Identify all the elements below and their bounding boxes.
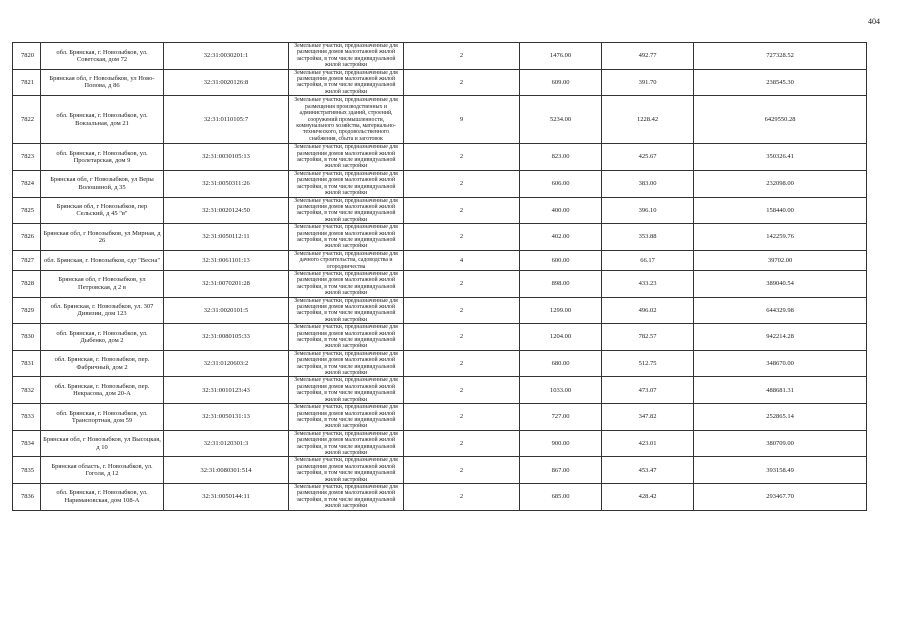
- specific-value-cell: 347.82: [602, 404, 694, 431]
- cadastral-number-cell: 32:31:0010123:43: [164, 377, 289, 404]
- address-cell: обл. Брянская, г. Новозыбков, ул. Дыбенко, дом 2: [41, 324, 164, 351]
- area-cell: 1033.00: [520, 377, 602, 404]
- cadastral-value-cell: 350326.41: [694, 144, 867, 171]
- address-cell: обл. Брянская, г. Новозыбков, ул. 307 Дивизии, дом 123: [41, 297, 164, 324]
- cadastral-value-cell: 393158.49: [694, 457, 867, 484]
- area-cell: 609.00: [520, 69, 602, 96]
- group-cell: 4: [404, 250, 520, 270]
- area-cell: 823.00: [520, 144, 602, 171]
- specific-value-cell: 66.17: [602, 250, 694, 270]
- address-cell: обл. Брянская, г. Новозыбков, ул. Наримановская, дом 108-А: [41, 483, 164, 510]
- area-cell: 400.00: [520, 197, 602, 224]
- land-use-cell: Земельные участки, предназначенные для размещения домов малоэтажной жилой застройки, в том числе индивидуальной жилой застройки: [289, 483, 404, 510]
- row-number: 7834: [13, 430, 41, 457]
- cadastral-value-cell: 348670.00: [694, 350, 867, 377]
- address-cell: обл. Брянская, г. Новозыбков, пер. Фабричный, дом 2: [41, 350, 164, 377]
- table-row: [13, 69, 867, 96]
- cadastral-value-cell: 39702.00: [694, 250, 867, 270]
- group-cell: 2: [404, 483, 520, 510]
- area-cell: 1476.00: [520, 43, 602, 70]
- table-row: [13, 350, 867, 377]
- table-row: [13, 170, 867, 197]
- row-number: 7831: [13, 350, 41, 377]
- specific-value-cell: 512.75: [602, 350, 694, 377]
- table-row: [13, 250, 867, 270]
- area-cell: 727.00: [520, 404, 602, 431]
- group-cell: 2: [404, 43, 520, 70]
- cadastral-number-cell: 32:31:0061101:13: [164, 250, 289, 270]
- area-cell: 900.00: [520, 430, 602, 457]
- area-cell: 1299.00: [520, 297, 602, 324]
- land-use-cell: Земельные участки, предназначенные для размещения домов малоэтажной жилой застройки, в том числе индивидуальной жилой застройки: [289, 43, 404, 70]
- row-number: 7822: [13, 96, 41, 144]
- specific-value-cell: 383.00: [602, 170, 694, 197]
- cadastral-number-cell: 32:31:0020126:8: [164, 69, 289, 96]
- group-cell: 2: [404, 297, 520, 324]
- address-cell: Брянская обл, г Новозыбков, ул Высоцкая, д 10: [41, 430, 164, 457]
- cadastral-value-cell: 942214.28: [694, 324, 867, 351]
- area-cell: 867.00: [520, 457, 602, 484]
- address-cell: Брянская область, г. Новозыбков, ул. Гоголя, д 12: [41, 457, 164, 484]
- group-cell: 2: [404, 170, 520, 197]
- group-cell: 2: [404, 324, 520, 351]
- row-number: 7821: [13, 69, 41, 96]
- cadastral-value-cell: 6429550.28: [694, 96, 867, 144]
- group-cell: 2: [404, 404, 520, 431]
- address-cell: Брянская обл, г Новозыбков, ул Ново-Попова, д 86: [41, 69, 164, 96]
- row-number: 7830: [13, 324, 41, 351]
- specific-value-cell: 473.07: [602, 377, 694, 404]
- address-cell: Брянская обл, г Новозыбков, пер Сельский, д 45 "в": [41, 197, 164, 224]
- table-row: [13, 457, 867, 484]
- row-number: 7829: [13, 297, 41, 324]
- table-row: [13, 224, 867, 251]
- table-row: [13, 297, 867, 324]
- land-use-cell: Земельные участки, предназначенные для размещения домов малоэтажной жилой застройки, в том числе индивидуальной жилой застройки: [289, 270, 404, 297]
- area-cell: 606.00: [520, 170, 602, 197]
- area-cell: 680.00: [520, 350, 602, 377]
- group-cell: 2: [404, 69, 520, 96]
- area-cell: 5234.00: [520, 96, 602, 144]
- area-cell: 1204.00: [520, 324, 602, 351]
- row-number: 7836: [13, 483, 41, 510]
- cadastral-value-cell: 293467.70: [694, 483, 867, 510]
- table-row: [13, 377, 867, 404]
- land-use-cell: Земельные участки, предназначенные для размещения домов малоэтажной жилой застройки, в том числе индивидуальной жилой застройки: [289, 377, 404, 404]
- table-row: [13, 404, 867, 431]
- table-row: [13, 197, 867, 224]
- table-row: [13, 144, 867, 171]
- land-use-cell: Земельные участки, предназначенные для размещения домов малоэтажной жилой застройки, в том числе индивидуальной жилой застройки: [289, 430, 404, 457]
- cadastral-number-cell: 32:31:0020124:50: [164, 197, 289, 224]
- specific-value-cell: 425.67: [602, 144, 694, 171]
- land-use-cell: Земельные участки, предназначенные для размещения домов малоэтажной жилой застройки, в том числе индивидуальной жилой застройки: [289, 224, 404, 251]
- specific-value-cell: 396.10: [602, 197, 694, 224]
- specific-value-cell: 453.47: [602, 457, 694, 484]
- cadastral-number-cell: 32:31:0110105:7: [164, 96, 289, 144]
- table-row: [13, 43, 867, 70]
- row-number: 7828: [13, 270, 41, 297]
- table-row: [13, 483, 867, 510]
- land-use-cell: Земельные участки, предназначенные для размещения домов малоэтажной жилой застройки, в том числе индивидуальной жилой застройки: [289, 69, 404, 96]
- land-use-cell: Земельные участки, предназначенные для размещения домов малоэтажной жилой застройки, в том числе индивидуальной жилой застройки: [289, 457, 404, 484]
- specific-value-cell: 1228.42: [602, 96, 694, 144]
- address-cell: обл. Брянская, г. Новозыбков, ул. Вокзальная, дом 21: [41, 96, 164, 144]
- specific-value-cell: 433.23: [602, 270, 694, 297]
- address-cell: обл. Брянская, г. Новозыбков, ул. Советская, дом 72: [41, 43, 164, 70]
- table-row: [13, 270, 867, 297]
- row-number: 7820: [13, 43, 41, 70]
- table-row: [13, 324, 867, 351]
- group-cell: 2: [404, 430, 520, 457]
- cadastral-number-cell: 32:31:0030201:1: [164, 43, 289, 70]
- row-number: 7826: [13, 224, 41, 251]
- land-use-cell: Земельные участки, предназначенные для размещения домов малоэтажной жилой застройки, в том числе индивидуальной жилой застройки: [289, 170, 404, 197]
- area-cell: 402.00: [520, 224, 602, 251]
- row-number: 7825: [13, 197, 41, 224]
- area-cell: 685.00: [520, 483, 602, 510]
- land-use-cell: Земельные участки, предназначенные для дачного строительства, садоводства и огородничества: [289, 250, 404, 270]
- group-cell: 2: [404, 197, 520, 224]
- group-cell: 2: [404, 270, 520, 297]
- cadastral-number-cell: 32:31:0070201:28: [164, 270, 289, 297]
- address-cell: обл. Брянская, г. Новозыбков, пер. Некрасова, дом 20-А: [41, 377, 164, 404]
- group-cell: 2: [404, 350, 520, 377]
- table-row: [13, 96, 867, 144]
- cadastral-number-cell: 32:31:0020101:5: [164, 297, 289, 324]
- row-number: 7833: [13, 404, 41, 431]
- land-use-cell: Земельные участки, предназначенные для размещения домов малоэтажной жилой застройки, в том числе индивидуальной жилой застройки: [289, 324, 404, 351]
- specific-value-cell: 782.57: [602, 324, 694, 351]
- cadastral-value-cell: 252865.14: [694, 404, 867, 431]
- page-number: 404: [868, 17, 880, 26]
- area-cell: 898.00: [520, 270, 602, 297]
- land-use-cell: Земельные участки, предназначенные для размещения домов малоэтажной жилой застройки, в том числе индивидуальной жилой застройки: [289, 350, 404, 377]
- cadastral-number-cell: 32:31:0050131:13: [164, 404, 289, 431]
- cadastral-number-cell: 32:31:0120603:2: [164, 350, 289, 377]
- specific-value-cell: 428.42: [602, 483, 694, 510]
- cadastral-number-cell: 32:31:0120301:3: [164, 430, 289, 457]
- row-number: 7823: [13, 144, 41, 171]
- row-number: 7835: [13, 457, 41, 484]
- cadastral-value-cell: 488681.31: [694, 377, 867, 404]
- row-number: 7827: [13, 250, 41, 270]
- cadastral-number-cell: 32:31:0050144:11: [164, 483, 289, 510]
- cadastral-number-cell: 32:31:0080301:514: [164, 457, 289, 484]
- land-use-cell: Земельные участки, предназначенные для размещения производственных и административных зданий, строений, сооружений промышленности, коммунального хозяйства, материально-технического, продовольственного снабжения, сбыта и заготовок: [289, 96, 404, 144]
- row-number: 7832: [13, 377, 41, 404]
- row-number: 7824: [13, 170, 41, 197]
- table-row: [13, 430, 867, 457]
- specific-value-cell: 496.02: [602, 297, 694, 324]
- area-cell: 600.00: [520, 250, 602, 270]
- specific-value-cell: 353.88: [602, 224, 694, 251]
- group-cell: 2: [404, 457, 520, 484]
- address-cell: обл. Брянская, г. Новозыбков, ул. Пролетарская, дом 9: [41, 144, 164, 171]
- cadastral-value-cell: 158440.00: [694, 197, 867, 224]
- cadastral-value-cell: 644329.98: [694, 297, 867, 324]
- specific-value-cell: 492.77: [602, 43, 694, 70]
- cadastral-number-cell: 32:31:0050311:26: [164, 170, 289, 197]
- specific-value-cell: 391.70: [602, 69, 694, 96]
- cadastral-number-cell: 32:31:0030105:13: [164, 144, 289, 171]
- address-cell: Брянская обл, г Новозыбков, ул Веры Волошиной, д 35: [41, 170, 164, 197]
- address-cell: Брянская обл, г Новозыбков, ул Мирная, д 26: [41, 224, 164, 251]
- land-use-cell: Земельные участки, предназначенные для размещения домов малоэтажной жилой застройки, в том числе индивидуальной жилой застройки: [289, 297, 404, 324]
- land-use-cell: Земельные участки, предназначенные для размещения домов малоэтажной жилой застройки, в том числе индивидуальной жилой застройки: [289, 144, 404, 171]
- group-cell: 2: [404, 224, 520, 251]
- group-cell: 9: [404, 96, 520, 144]
- cadastral-value-cell: 380709.00: [694, 430, 867, 457]
- cadastral-value-table: [12, 42, 867, 511]
- land-use-cell: Земельные участки, предназначенные для размещения домов малоэтажной жилой застройки, в том числе индивидуальной жилой застройки: [289, 197, 404, 224]
- address-cell: обл. Брянская, г. Новозыбков, сдт "Весна": [41, 250, 164, 270]
- land-use-cell: Земельные участки, предназначенные для размещения домов малоэтажной жилой застройки, в том числе индивидуальной жилой застройки: [289, 404, 404, 431]
- group-cell: 2: [404, 144, 520, 171]
- address-cell: Брянская обл, г Новозыбков, ул Петровская, д 2 в: [41, 270, 164, 297]
- specific-value-cell: 423.01: [602, 430, 694, 457]
- cadastral-number-cell: 32:31:0080105:33: [164, 324, 289, 351]
- group-cell: 2: [404, 377, 520, 404]
- cadastral-value-cell: 142259.76: [694, 224, 867, 251]
- cadastral-value-cell: 238545.30: [694, 69, 867, 96]
- cadastral-value-cell: 232098.00: [694, 170, 867, 197]
- cadastral-value-cell: 389040.54: [694, 270, 867, 297]
- address-cell: обл. Брянская, г. Новозыбков, ул. Транспортная, дом 59: [41, 404, 164, 431]
- cadastral-value-cell: 727328.52: [694, 43, 867, 70]
- cadastral-number-cell: 32:31:0050112:11: [164, 224, 289, 251]
